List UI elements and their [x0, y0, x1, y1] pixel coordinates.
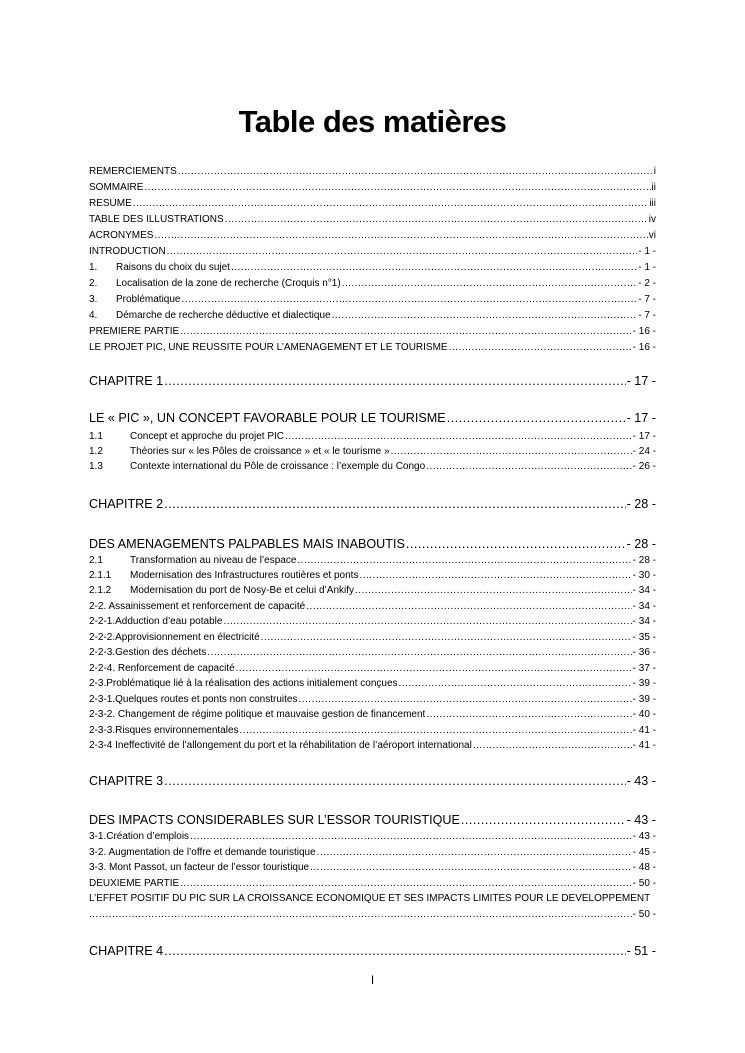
dot-leader — [164, 495, 625, 513]
toc-entry-number: 1.3 — [89, 461, 103, 472]
toc-entry-label: Théories sur « les Pôles de croissance » et « le tourisme » — [130, 446, 390, 457]
toc-entry-label: 2-3-2. Changement de régime politique et mauvaise gestion de financement — [89, 709, 426, 720]
toc-entry-chapitre-3[interactable] — [89, 772, 656, 790]
toc-entry-page: - 7 - — [638, 294, 656, 305]
toc-entry-label: CHAPITRE 1 — [89, 374, 164, 388]
toc-entry-2-3-2[interactable] — [89, 707, 656, 723]
toc-entry-label: Modernisation du port de Nosy-Be et celui d’Ankify — [130, 585, 355, 596]
toc-entry-page: - 34 - — [632, 585, 656, 596]
toc-entry-page: - 43 - — [626, 813, 656, 827]
toc-entry-label: Problématique — [116, 294, 181, 305]
toc-entry-label: 3-2. Augmentation de l’offre et demande touristique — [89, 847, 316, 858]
toc-entry-3-2[interactable] — [89, 845, 656, 861]
toc-entry-page: iii — [649, 198, 656, 209]
toc-entry-page: - 48 - — [632, 862, 656, 873]
page-title: Table des matières — [238, 104, 507, 139]
toc-entry-2-2-3[interactable] — [89, 645, 656, 661]
toc-entry-intro-4[interactable] — [89, 308, 656, 324]
toc-entry-label: PREMIERE PARTIE — [89, 326, 180, 337]
toc-entry-2-2[interactable] — [89, 599, 656, 615]
toc-entry-premiere-partie[interactable] — [89, 324, 656, 340]
toc-entry-page: - 43 - — [626, 774, 656, 788]
dot-leader — [332, 308, 638, 324]
toc-entry-label: 2-2-1.Adduction d’eau potable — [89, 616, 223, 627]
dot-leader — [461, 811, 626, 829]
toc-entry-number: 4. — [89, 310, 98, 321]
toc-entry-page: - 45 - — [632, 847, 656, 858]
toc-entry-page: i — [653, 166, 656, 177]
toc-entry-number: 2. — [89, 278, 98, 289]
toc-entry-page: - 17 - — [626, 374, 656, 388]
toc-entry-page: - 26 - — [632, 461, 656, 472]
toc-entry-introduction[interactable] — [89, 244, 656, 260]
toc-entry-label: Contexte international du Pôle de croissance : l’exemple du Congo — [130, 461, 426, 472]
toc-entry-partie-2-title[interactable] — [89, 891, 656, 922]
toc-entry-chapitre-1-title[interactable] — [89, 409, 656, 427]
dot-leader — [164, 372, 625, 390]
toc-entry-label: L’EFFET POSITIF DU PIC SUR LA CROISSANCE ECONOMIQUE ET SES IMPACTS LIMITES POUR LE DEVELOPPEMENT — [89, 893, 651, 904]
toc-entry-deuxieme-partie[interactable] — [89, 876, 656, 892]
toc-entry-page: - 1 - — [638, 262, 656, 273]
dot-leader — [164, 942, 625, 960]
toc-entry-page: - 7 - — [638, 310, 656, 321]
toc-entry-label: ACRONYMES — [89, 230, 154, 241]
toc-entry-1-2[interactable] — [89, 444, 656, 460]
dot-leader — [391, 444, 632, 460]
toc-entry-label: Démarche de recherche déductive et dialectique — [116, 310, 331, 321]
toc-entry-page: - 39 - — [632, 678, 656, 689]
dot-leader — [261, 630, 632, 646]
toc-entry-label: Transformation au niveau de l’espace — [130, 555, 297, 566]
toc-entry-page: - 28 - — [626, 537, 656, 551]
toc-entry-chapitre-2-title[interactable] — [89, 535, 656, 553]
toc-entry-2-3-3[interactable] — [89, 723, 656, 739]
toc-entry-label: TABLE DES ILLUSTRATIONS — [89, 214, 224, 225]
dot-leader — [306, 599, 631, 615]
dot-leader — [154, 228, 647, 244]
toc-entry-label: Raisons du choix du sujet — [116, 262, 230, 273]
toc-entry-intro-1[interactable] — [89, 260, 656, 276]
toc-entry-number: 1. — [89, 262, 98, 273]
toc-entry-page: - 2 - — [638, 278, 656, 289]
dot-leader — [297, 553, 631, 569]
dot-leader — [426, 707, 631, 723]
toc-entry-page: vi — [648, 230, 656, 241]
toc-entry-chapitre-1[interactable] — [89, 372, 656, 390]
toc-entry-label: INTRODUCTION — [89, 246, 166, 257]
toc-entry-intro-2[interactable] — [89, 276, 656, 292]
toc-entry-label: Concept et approche du projet PIC — [130, 431, 284, 442]
toc-entry-page: - 30 - — [632, 570, 656, 581]
toc-entry-illustrations[interactable] — [89, 212, 656, 228]
toc-entry-label: CHAPITRE 3 — [89, 774, 164, 788]
toc-entry-1-1[interactable] — [89, 429, 656, 445]
toc-entry-page: - 50 - — [632, 878, 656, 889]
toc-entry-label: 2-2-3.Gestion des déchets — [89, 647, 207, 658]
toc-entry-label: LE PROJET PIC, UNE REUSSITE POUR L’AMENAGEMENT ET LE TOURISME — [89, 342, 448, 353]
toc-entry-page: - 41 - — [632, 725, 656, 736]
dot-leader — [89, 907, 632, 923]
toc-entry-label: RESUME — [89, 198, 132, 209]
dot-leader — [236, 661, 632, 677]
toc-entry-label: Localisation de la zone de recherche (Croquis n°1) — [116, 278, 341, 289]
toc-entry-label: 2-2-2.Approvisionnement en électricité — [89, 632, 260, 643]
toc-entry-page: - 34 - — [632, 601, 656, 612]
dot-leader — [473, 738, 632, 754]
dot-leader — [231, 260, 637, 276]
toc-entry-page: ii — [651, 182, 656, 193]
toc-entry-page: - 1 - — [638, 246, 656, 257]
toc-entry-page: - 28 - — [632, 555, 656, 566]
toc-entry-page: - 34 - — [632, 616, 656, 627]
dot-leader — [342, 276, 638, 292]
toc-entry-page: - 37 - — [632, 663, 656, 674]
toc-entry-page: - 17 - — [626, 411, 656, 425]
toc-entry-number: 1.2 — [89, 446, 103, 457]
toc-entry-page: - 43 - — [632, 831, 656, 842]
dot-leader — [223, 614, 631, 630]
toc-entry-label: REMERCIEMENTS — [89, 166, 177, 177]
toc-entry-page: - 16 - — [632, 342, 656, 353]
dot-leader — [178, 164, 653, 180]
toc-entry-page: - 39 - — [632, 694, 656, 705]
toc-entry-number: 2.1 — [89, 555, 103, 566]
toc-entry-intro-3[interactable] — [89, 292, 656, 308]
toc-entry-label: DES IMPACTS CONSIDERABLES SUR L’ESSOR TOURISTIQUE — [89, 813, 460, 827]
dot-leader — [144, 180, 650, 196]
toc-entry-label: DEUXIEME PARTIE — [89, 878, 180, 889]
toc-entry-page: - 24 - — [632, 446, 656, 457]
toc-entry-1-3[interactable] — [89, 459, 656, 475]
dot-leader — [167, 244, 638, 260]
dot-leader — [355, 583, 632, 599]
toc-entry-3-1[interactable] — [89, 829, 656, 845]
toc-entry-label: 3-1.Création d’emplois — [89, 831, 190, 842]
toc-entry-chapitre-3-title[interactable] — [89, 811, 656, 829]
toc-entry-label: SOMMAIRE — [89, 182, 144, 193]
toc-entry-2-2-2[interactable] — [89, 630, 656, 646]
toc-entry-sommaire[interactable] — [89, 180, 656, 196]
toc-entry-label: DES AMENAGEMENTS PALPABLES MAIS INABOUTIS — [89, 537, 405, 551]
toc-entry-number: 1.1 — [89, 431, 103, 442]
dot-leader — [310, 860, 632, 876]
dot-leader — [164, 772, 625, 790]
toc-entry-resume[interactable] — [89, 196, 656, 212]
dot-leader — [298, 692, 631, 708]
toc-entry-label: CHAPITRE 4 — [89, 944, 164, 958]
toc-entry-2-2-1[interactable] — [89, 614, 656, 630]
toc-entry-number: 2.1.1 — [89, 570, 112, 581]
toc-entry-label: CHAPITRE 2 — [89, 497, 164, 511]
dot-leader — [449, 340, 632, 356]
toc-entry-label: Modernisation des Infrastructures routières et ponts — [130, 570, 359, 581]
dot-leader — [190, 829, 632, 845]
toc-entry-2-1-2[interactable] — [89, 583, 656, 599]
toc-entry-label: 2-3-1.Quelques routes et ponts non construites — [89, 694, 298, 705]
toc-entry-2-1[interactable] — [89, 553, 656, 569]
dot-leader — [133, 196, 649, 212]
page-number: I — [370, 973, 375, 987]
dot-leader — [285, 429, 632, 445]
dot-leader — [426, 459, 631, 475]
dot-leader — [399, 676, 632, 692]
toc-entry-page: iv — [648, 214, 656, 225]
toc-entry-label: 2-2-4. Renforcement de capacité — [89, 663, 235, 674]
toc-entry-page: - 51 - — [626, 944, 656, 958]
dot-leader — [207, 645, 631, 661]
toc-entry-page: - 35 - — [632, 632, 656, 643]
dot-leader — [180, 876, 631, 892]
toc-entry-label: LE « PIC », UN CONCEPT FAVORABLE POUR LE TOURISME — [89, 411, 446, 425]
dot-leader — [240, 723, 632, 739]
dot-leader — [317, 845, 632, 861]
toc-entry-page: - 16 - — [632, 326, 656, 337]
toc-entry-page: - 40 - — [632, 709, 656, 720]
toc-entry-2-2-4[interactable] — [89, 661, 656, 677]
dot-leader — [447, 409, 626, 427]
toc-entry-page: - 41 - — [632, 740, 656, 751]
toc-entry-chapitre-2[interactable] — [89, 495, 656, 513]
toc-entry-label: 2-3-4 Ineffectivité de l’allongement du port et la réhabilitation de l’aéroport international — [89, 740, 472, 751]
dot-leader — [180, 324, 631, 340]
toc-entry-acronymes[interactable] — [89, 228, 656, 244]
toc-entry-page: - 50 - — [632, 908, 656, 920]
toc-entry-remerciements[interactable] — [89, 164, 656, 180]
toc-entry-label: 3-3. Mont Passot, un facteur de l’essor touristique — [89, 862, 310, 873]
toc-entry-label: 2-2. Assainissement et renforcement de capacité — [89, 601, 306, 612]
toc-entry-label: 2-3-3.Risques environnementales — [89, 725, 239, 736]
toc-entry-number: 3. — [89, 294, 98, 305]
dot-leader — [181, 292, 637, 308]
toc-entry-label: 2-3.Problématique lié à la réalisation des actions initialement conçues — [89, 678, 398, 689]
dot-leader — [406, 535, 626, 553]
toc-entry-2-1-1[interactable] — [89, 568, 656, 584]
toc-entry-chapitre-4[interactable] — [89, 942, 656, 960]
toc-entry-page: - 36 - — [632, 647, 656, 658]
toc-entry-3-3[interactable] — [89, 860, 656, 876]
toc-entry-continuation — [89, 907, 656, 923]
toc-entry-2-3[interactable] — [89, 676, 656, 692]
toc-entry-2-3-1[interactable] — [89, 692, 656, 708]
toc-entry-2-3-4[interactable] — [89, 738, 656, 754]
dot-leader — [225, 212, 648, 228]
toc-entry-number: 2.1.2 — [89, 585, 112, 596]
toc-entry-page: - 28 - — [626, 497, 656, 511]
toc-entry-partie-1-title[interactable] — [89, 340, 656, 356]
dot-leader — [359, 568, 631, 584]
toc-entry-page: - 17 - — [632, 431, 656, 442]
